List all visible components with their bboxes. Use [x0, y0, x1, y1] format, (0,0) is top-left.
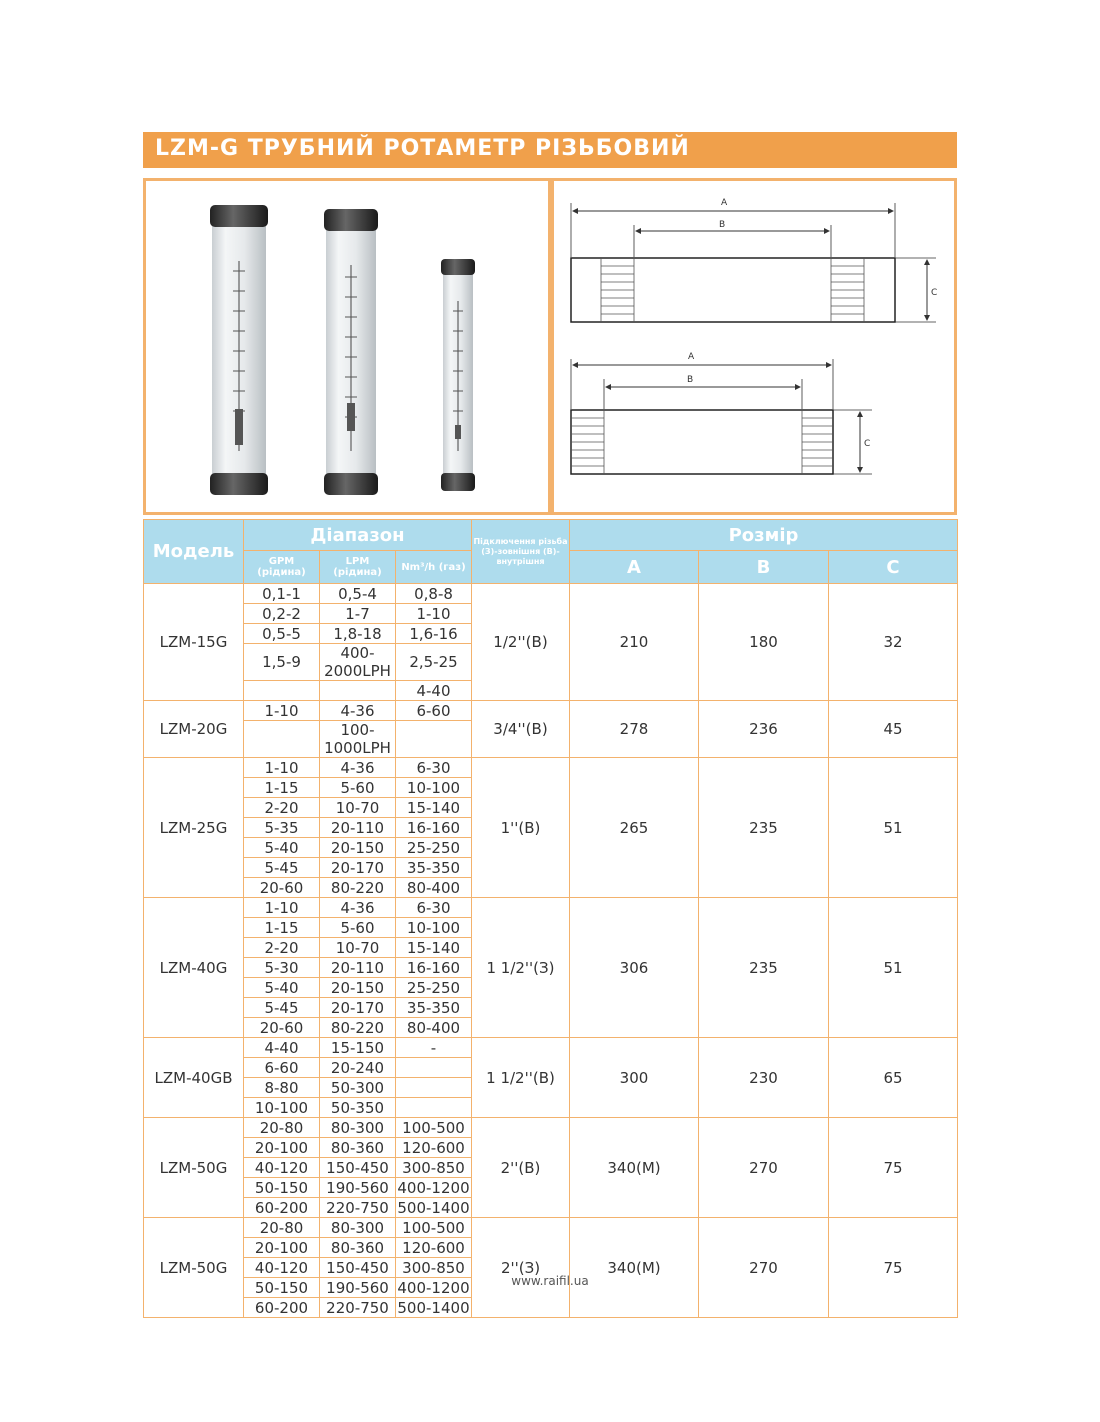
connection-cell: 1''(B): [472, 758, 570, 898]
dimension-drawing: [554, 181, 954, 512]
lpm-cell: [320, 681, 396, 701]
nm3h-cell: [396, 721, 472, 758]
lpm-cell: 20-170: [320, 998, 396, 1018]
connection-cell: 1 1/2''(З): [472, 898, 570, 1038]
dim-c-cell: 51: [829, 898, 958, 1038]
lpm-cell: 220-750: [320, 1198, 396, 1218]
connection-cell: 2''(B): [472, 1118, 570, 1218]
gpm-cell: 5-45: [244, 858, 320, 878]
gpm-cell: 20-80: [244, 1118, 320, 1138]
lpm-cell: 4-36: [320, 898, 396, 918]
lpm-cell: 80-220: [320, 878, 396, 898]
gpm-cell: 2-20: [244, 798, 320, 818]
rotameter-tube-large: [210, 205, 268, 495]
dim-b-cell: 235: [699, 898, 829, 1038]
nm3h-cell: 10-100: [396, 778, 472, 798]
gpm-cell: 0,5-5: [244, 624, 320, 644]
lpm-cell: 1,8-18: [320, 624, 396, 644]
gpm-cell: 20-100: [244, 1138, 320, 1158]
label-b: B: [719, 220, 726, 230]
gpm-cell: 1-10: [244, 701, 320, 721]
dim-c-cell: 32: [829, 584, 958, 701]
dim-b-cell: 230: [699, 1038, 829, 1118]
dim-c-cell: 75: [829, 1218, 958, 1318]
lpm-cell: 80-300: [320, 1218, 396, 1238]
dim-c-cell: 65: [829, 1038, 958, 1118]
table-row: [144, 1118, 958, 1138]
lpm-cell: 100-1000LPH: [320, 721, 396, 758]
page-title: LZM-G ТРУБНИЙ РОТАМЕТР РІЗЬБОВИЙ: [155, 136, 690, 161]
lpm-cell: 80-300: [320, 1118, 396, 1138]
lpm-cell: 150-450: [320, 1158, 396, 1178]
nm3h-cell: 16-160: [396, 818, 472, 838]
lpm-cell: 80-360: [320, 1238, 396, 1258]
lpm-cell: 5-60: [320, 918, 396, 938]
gpm-cell: 5-40: [244, 838, 320, 858]
nm3h-cell: 1-10: [396, 604, 472, 624]
header-model: Модель: [144, 520, 244, 584]
header-a: A: [570, 551, 699, 584]
dim-a-cell: 306: [570, 898, 699, 1038]
gpm-cell: 50-150: [244, 1178, 320, 1198]
gpm-cell: 20-60: [244, 1018, 320, 1038]
lpm-cell: 4-36: [320, 701, 396, 721]
dim-b-cell: 180: [699, 584, 829, 701]
dim-b-cell: 236: [699, 701, 829, 758]
nm3h-cell: [396, 1098, 472, 1118]
dim-a-cell: 210: [570, 584, 699, 701]
nm3h-cell: 80-400: [396, 1018, 472, 1038]
gpm-cell: 60-200: [244, 1298, 320, 1318]
model-cell: LZM-25G: [144, 758, 244, 898]
nm3h-cell: 25-250: [396, 978, 472, 998]
table-row: [144, 1038, 958, 1058]
nm3h-cell: 1,6-16: [396, 624, 472, 644]
dim-c-cell: 51: [829, 758, 958, 898]
nm3h-cell: 2,5-25: [396, 644, 472, 681]
nm3h-cell: 80-400: [396, 878, 472, 898]
gpm-cell: 1-10: [244, 898, 320, 918]
gpm-cell: [244, 721, 320, 758]
nm3h-cell: 15-140: [396, 938, 472, 958]
nm3h-cell: 6-60: [396, 701, 472, 721]
model-cell: LZM-20G: [144, 701, 244, 758]
gpm-cell: 50-150: [244, 1278, 320, 1298]
lpm-cell: 10-70: [320, 798, 396, 818]
gpm-cell: 2-20: [244, 938, 320, 958]
gpm-cell: 40-120: [244, 1258, 320, 1278]
lpm-cell: 15-150: [320, 1038, 396, 1058]
lpm-cell: 20-150: [320, 978, 396, 998]
label-a: A: [721, 198, 728, 208]
footer-url: www.raifil.ua: [511, 1274, 589, 1288]
nm3h-cell: [396, 1058, 472, 1078]
table-row: [144, 758, 958, 778]
gpm-cell: 5-40: [244, 978, 320, 998]
lpm-cell: 20-240: [320, 1058, 396, 1078]
nm3h-cell: 15-140: [396, 798, 472, 818]
lpm-cell: 1-7: [320, 604, 396, 624]
dim-b-cell: 270: [699, 1218, 829, 1318]
lpm-cell: 20-170: [320, 858, 396, 878]
drawing-internal-thread: [571, 352, 872, 474]
nm3h-cell: 35-350: [396, 998, 472, 1018]
gpm-cell: 5-45: [244, 998, 320, 1018]
lpm-cell: 220-750: [320, 1298, 396, 1318]
model-cell: LZM-15G: [144, 584, 244, 701]
dim-b-cell: 270: [699, 1118, 829, 1218]
connection-cell: 1/2''(B): [472, 584, 570, 701]
table-row: [144, 584, 958, 604]
dim-a-cell: 340(M): [570, 1218, 699, 1318]
nm3h-cell: -: [396, 1038, 472, 1058]
lpm-cell: 20-150: [320, 838, 396, 858]
lpm-cell: 50-350: [320, 1098, 396, 1118]
connection-cell: 1 1/2''(B): [472, 1038, 570, 1118]
nm3h-cell: 500-1400: [397, 1198, 470, 1217]
connection-cell: 2''(З): [472, 1218, 570, 1318]
lpm-cell: 190-560: [320, 1278, 396, 1298]
title-bar: [143, 132, 957, 168]
gpm-cell: 6-60: [244, 1058, 320, 1078]
gpm-cell: 5-35: [244, 818, 320, 838]
nm3h-cell: 120-600: [396, 1138, 472, 1158]
label-b: B: [687, 375, 694, 385]
dim-a-cell: 278: [570, 701, 699, 758]
lpm-cell: 20-110: [320, 958, 396, 978]
nm3h-cell: 100-500: [396, 1218, 472, 1238]
nm3h-cell: 16-160: [396, 958, 472, 978]
header-size: Розмір: [570, 520, 958, 551]
rotameter-tube-medium: [324, 209, 378, 495]
spec-table-body: [144, 584, 958, 1318]
nm3h-cell: 120-600: [396, 1238, 472, 1258]
rotameter-photo: [146, 181, 548, 512]
gpm-cell: 40-120: [244, 1158, 320, 1178]
nm3h-cell: 25-250: [396, 838, 472, 858]
nm3h-cell: 35-350: [396, 858, 472, 878]
header-connection: Підключення різьба (З)-зовнішня (В)-внутрішня: [472, 520, 570, 584]
model-cell: LZM-50G: [144, 1218, 244, 1318]
nm3h-cell: 300-850: [396, 1158, 472, 1178]
gpm-cell: 0,1-1: [244, 584, 320, 604]
nm3h-cell: 10-100: [396, 918, 472, 938]
nm3h-cell: 6-30: [396, 898, 472, 918]
header-range: Діапазон: [244, 520, 472, 551]
rotameter-tube-small: [441, 259, 475, 491]
dim-a-cell: 265: [570, 758, 699, 898]
nm3h-cell: 400-1200: [397, 1278, 470, 1297]
label-a: A: [688, 352, 695, 362]
dim-c-cell: 75: [829, 1118, 958, 1218]
dim-a-cell: 300: [570, 1038, 699, 1118]
header-nm3h: Nm³/h (газ): [396, 551, 472, 584]
dim-c-cell: 45: [829, 701, 958, 758]
nm3h-cell: 100-500: [396, 1118, 472, 1138]
gpm-cell: 1-15: [244, 918, 320, 938]
gpm-cell: [244, 681, 320, 701]
gpm-cell: 8-80: [244, 1078, 320, 1098]
gpm-cell: 10-100: [244, 1098, 320, 1118]
gpm-cell: 20-80: [244, 1218, 320, 1238]
table-row: [144, 898, 958, 918]
nm3h-cell: 400-1200: [397, 1178, 470, 1197]
gpm-cell: 20-100: [244, 1238, 320, 1258]
lpm-cell: 4-36: [320, 758, 396, 778]
dim-b-cell: 235: [699, 758, 829, 898]
model-cell: LZM-40GB: [144, 1038, 244, 1118]
gpm-cell: 20-60: [244, 878, 320, 898]
lpm-cell: 5-60: [320, 778, 396, 798]
nm3h-cell: 4-40: [396, 681, 472, 701]
gpm-cell: 0,2-2: [244, 604, 320, 624]
dimension-drawing-panel: [551, 178, 957, 515]
nm3h-cell: 6-30: [396, 758, 472, 778]
spec-table: [143, 519, 958, 1318]
table-row: [144, 701, 958, 721]
drawing-external-thread: [571, 198, 937, 322]
header-b: B: [699, 551, 829, 584]
lpm-cell: 50-300: [320, 1078, 396, 1098]
lpm-cell: 0,5-4: [320, 584, 396, 604]
gpm-cell: 60-200: [244, 1198, 320, 1218]
lpm-cell: 190-560: [320, 1178, 396, 1198]
gpm-cell: 5-30: [244, 958, 320, 978]
gpm-cell: 1-15: [244, 778, 320, 798]
table-row: [144, 1218, 958, 1238]
gpm-cell: 1,5-9: [244, 644, 320, 681]
nm3h-cell: [396, 1078, 472, 1098]
nm3h-cell: 300-850: [396, 1258, 472, 1278]
lpm-cell: 10-70: [320, 938, 396, 958]
gpm-cell: 4-40: [244, 1038, 320, 1058]
label-c: C: [864, 439, 871, 449]
product-photo-panel: [143, 178, 551, 515]
header-gpm: GPM (рідина): [244, 551, 320, 584]
lpm-cell: 80-360: [320, 1138, 396, 1158]
lpm-cell: 150-450: [320, 1258, 396, 1278]
lpm-cell: 400-2000LPH: [320, 644, 396, 681]
label-c: C: [931, 288, 938, 298]
header-lpm: LPM (рідина): [320, 551, 396, 584]
gpm-cell: 1-10: [244, 758, 320, 778]
model-cell: LZM-40G: [144, 898, 244, 1038]
model-cell: LZM-50G: [144, 1118, 244, 1218]
nm3h-cell: 500-1400: [397, 1298, 470, 1317]
lpm-cell: 20-110: [320, 818, 396, 838]
dim-a-cell: 340(M): [570, 1118, 699, 1218]
header-c: C: [829, 551, 958, 584]
connection-cell: 3/4''(B): [472, 701, 570, 758]
nm3h-cell: 0,8-8: [396, 584, 472, 604]
lpm-cell: 80-220: [320, 1018, 396, 1038]
